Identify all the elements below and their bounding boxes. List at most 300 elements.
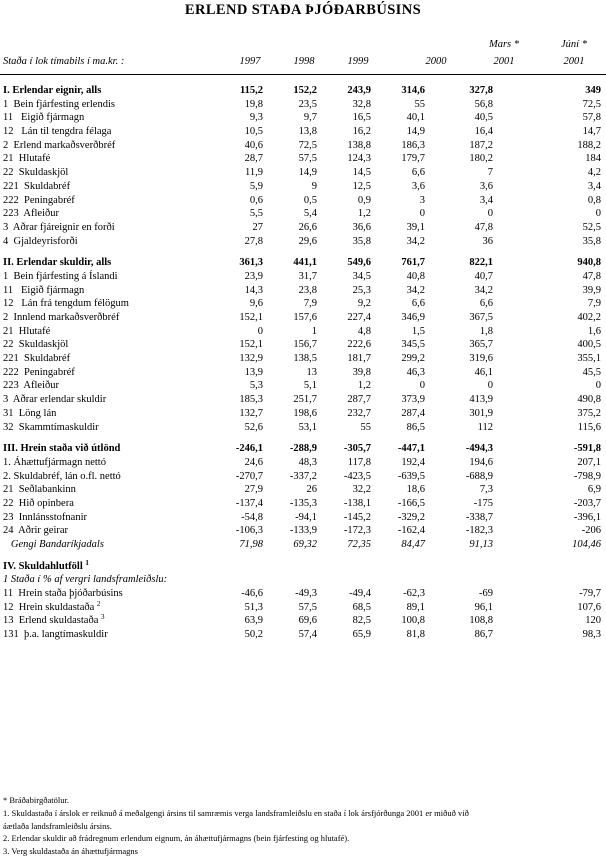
row-label <box>3 297 129 311</box>
value-cell: 761,7 <box>401 257 425 269</box>
value-cell: 132,9 <box>239 353 263 365</box>
value-cell: 36,6 <box>352 221 371 233</box>
value-cell: -246,1 <box>235 443 263 455</box>
row-spacer <box>0 434 606 442</box>
col5-header-top: Mars * <box>488 39 520 50</box>
value-cell: -688,9 <box>465 470 493 482</box>
row-label-text: 32 Skammtímaskuldir <box>3 421 99 433</box>
value-cell: 314,6 <box>401 85 425 96</box>
value-cell: 184 <box>585 153 601 165</box>
value-cell: -338,7 <box>465 511 493 523</box>
value-cell: 96,1 <box>474 601 493 613</box>
row-label-text: 4 Gjaldeyrisforði <box>3 235 78 247</box>
row-spacer <box>0 248 606 256</box>
table-row <box>0 139 606 153</box>
value-cell: 100,8 <box>401 615 425 627</box>
row-label <box>3 407 56 421</box>
row-label <box>3 311 119 325</box>
value-cell: 18,6 <box>406 484 425 496</box>
value-cell: 35,8 <box>352 235 371 247</box>
value-cell: 63,9 <box>244 615 263 627</box>
row-label <box>3 614 104 628</box>
value-cell: 46,3 <box>406 366 425 378</box>
value-cell: -133,9 <box>289 525 317 537</box>
table-row <box>0 98 606 112</box>
value-cell: 71,98 <box>239 539 263 550</box>
value-cell: 25,3 <box>352 284 371 296</box>
value-cell: 822,1 <box>469 257 493 269</box>
row-label <box>3 284 84 298</box>
value-cell: -305,7 <box>343 443 371 455</box>
value-cell: 243,9 <box>347 85 371 96</box>
value-cell: 7,9 <box>587 298 601 310</box>
value-cell: 11,9 <box>245 167 263 179</box>
value-cell: 0,5 <box>303 194 317 206</box>
value-cell: 6,6 <box>479 298 493 310</box>
table-row <box>0 194 606 208</box>
table-row <box>0 407 606 421</box>
value-cell: 34,5 <box>352 270 371 282</box>
value-cell: 0 <box>595 380 601 392</box>
footnotes <box>3 794 603 858</box>
table-row <box>0 366 606 380</box>
row-label-text: 12 Lán frá tengdum félögum <box>3 298 129 310</box>
value-cell: 152,1 <box>239 312 263 323</box>
row-label <box>3 152 50 166</box>
value-cell: 287,7 <box>347 394 371 406</box>
value-cell: 19,8 <box>244 98 263 110</box>
row-label-text: 21 Hlutafé <box>3 325 51 337</box>
value-cell: 3,4 <box>479 194 493 206</box>
table-row <box>0 379 606 393</box>
row-label-text: IV. Skuldahlutföll <box>3 560 83 572</box>
row-label-text: 222 Peningabréf <box>3 194 75 206</box>
value-cell: 1 <box>311 325 317 337</box>
value-cell: 31,7 <box>298 270 317 282</box>
value-cell: 40,8 <box>406 270 425 282</box>
value-cell: 28,7 <box>244 153 263 165</box>
value-cell: 181,7 <box>347 353 371 365</box>
value-cell: 3 <box>419 194 425 206</box>
value-cell: 26 <box>306 484 317 496</box>
table-row <box>0 483 606 497</box>
value-cell: -49,4 <box>349 588 371 600</box>
row-label-text: 22 Skuldaskjöl <box>3 167 69 179</box>
value-cell: 327,8 <box>469 85 493 96</box>
value-cell: 91,13 <box>469 539 493 550</box>
value-cell: 40,6 <box>244 139 263 151</box>
row-label-text: 223 Afleiður <box>3 380 59 392</box>
value-cell: 81,8 <box>406 629 425 641</box>
row-label <box>3 166 68 180</box>
section-row <box>0 560 606 574</box>
value-cell: 23,9 <box>244 270 263 282</box>
value-cell: -329,2 <box>397 511 425 523</box>
row-label-text: 221 Skuldabréf <box>3 180 71 192</box>
value-cell: 4,2 <box>587 167 601 179</box>
value-cell: 56,8 <box>474 98 493 110</box>
value-cell: 5,4 <box>303 208 317 220</box>
value-cell: 9,2 <box>357 298 371 310</box>
value-cell: 441,1 <box>293 257 317 269</box>
value-cell: 52,6 <box>244 421 263 433</box>
row-label <box>3 352 70 366</box>
value-cell: 14,9 <box>298 167 317 179</box>
value-cell: 27,9 <box>244 484 263 496</box>
table-row <box>0 352 606 366</box>
value-cell: -46,6 <box>241 588 263 600</box>
row-label-text: 12 Lán til tengdra félaga <box>3 126 112 138</box>
row-label <box>3 421 99 435</box>
table-row <box>0 297 606 311</box>
value-cell: 39,1 <box>406 221 425 233</box>
value-cell: 108,8 <box>469 615 493 627</box>
value-cell: 13,8 <box>298 126 317 138</box>
value-cell: 367,5 <box>469 312 493 323</box>
value-cell: 490,8 <box>577 394 601 406</box>
value-cell: 7,3 <box>479 484 493 496</box>
table-row <box>0 338 606 352</box>
row-label-text: 11 Eigið fjármagn <box>3 112 85 124</box>
value-cell: 138,8 <box>347 139 371 151</box>
table-row <box>0 207 606 221</box>
value-cell: 1,6 <box>587 325 601 337</box>
page-title: ERLEND STAÐA ÞJÓÐARBÚSINS <box>184 2 422 18</box>
value-cell: 180,2 <box>469 153 493 165</box>
value-cell: 1,2 <box>357 208 371 220</box>
value-cell: 23,8 <box>298 284 317 296</box>
value-cell: 48,3 <box>298 456 317 468</box>
value-cell: 120 <box>585 615 601 627</box>
value-cell: 6,9 <box>587 484 601 496</box>
value-cell: -145,2 <box>343 511 371 523</box>
row-label-text: 24 Aðrir geirar <box>3 525 69 537</box>
value-cell: 53,1 <box>298 421 317 433</box>
value-cell: 0 <box>419 208 425 220</box>
footnote-marker: 2 <box>96 599 101 608</box>
table-row <box>0 573 606 587</box>
value-cell: -270,7 <box>235 470 263 482</box>
value-cell: 9,3 <box>249 112 263 124</box>
value-cell: 57,5 <box>298 153 317 165</box>
table-row <box>0 270 606 284</box>
row-label <box>3 194 75 208</box>
value-cell: 0 <box>487 380 493 392</box>
row-label <box>3 393 106 407</box>
value-cell: 117,8 <box>347 456 371 468</box>
col6-header-top: Júní * <box>561 39 587 50</box>
value-cell: 1,5 <box>411 325 425 337</box>
value-cell: 107,6 <box>577 601 601 613</box>
table-row <box>0 221 606 235</box>
value-cell: 40,1 <box>406 112 425 124</box>
value-cell: 4,8 <box>357 325 371 337</box>
row-label <box>3 111 84 125</box>
table-row <box>0 166 606 180</box>
row-label-text: 1 Bein fjárfesting erlendis <box>3 98 115 110</box>
row-label-text: Gengi Bandaríkjadals <box>3 539 104 550</box>
value-cell: -162,4 <box>397 525 425 537</box>
value-cell: -106,3 <box>235 525 263 537</box>
year-header-1999: 1999 <box>347 56 369 67</box>
row-label <box>3 587 123 601</box>
value-cell: 115,6 <box>577 421 601 433</box>
value-cell: 355,1 <box>577 353 601 365</box>
value-cell: 6,6 <box>411 167 425 179</box>
value-cell: 5,3 <box>249 380 263 392</box>
value-cell: 365,7 <box>469 339 493 351</box>
row-label <box>3 84 101 98</box>
table-row <box>0 511 606 525</box>
value-cell: 14,9 <box>406 126 425 138</box>
value-cell: -203,7 <box>573 497 601 509</box>
value-cell: -423,5 <box>343 470 371 482</box>
value-cell: 40,5 <box>474 112 493 124</box>
value-cell: 138,5 <box>293 353 317 365</box>
value-cell: 0 <box>595 208 601 220</box>
value-cell: -288,9 <box>289 443 317 455</box>
row-label <box>3 538 104 552</box>
value-cell: 115,2 <box>239 85 263 96</box>
value-cell: 5,1 <box>303 380 317 392</box>
value-cell: 86,7 <box>474 629 493 641</box>
value-cell: -49,3 <box>295 588 317 600</box>
value-cell: 361,3 <box>239 257 263 269</box>
value-cell: 86,5 <box>406 421 425 433</box>
col6-header-bottom: 2001 <box>563 56 585 67</box>
value-cell: -138,1 <box>343 497 371 509</box>
value-cell: 55 <box>414 98 425 110</box>
value-cell: -639,5 <box>397 470 425 482</box>
value-cell: 373,9 <box>401 394 425 406</box>
value-cell: -591,8 <box>573 443 601 455</box>
table-row <box>0 180 606 194</box>
value-cell: 69,6 <box>298 615 317 627</box>
value-cell: 7,9 <box>303 298 317 310</box>
value-cell: 34,2 <box>406 284 425 296</box>
value-cell: 16,5 <box>352 112 371 124</box>
value-cell: 132,7 <box>239 407 263 419</box>
value-cell: 152,2 <box>293 85 317 96</box>
table-row <box>0 628 606 642</box>
value-cell: 36 <box>482 235 493 247</box>
row-label-text: 22 Skuldaskjöl <box>3 339 69 351</box>
row-label-text: 11 Eigið fjármagn <box>3 284 85 296</box>
value-cell: 52,5 <box>582 221 601 233</box>
row-label <box>3 180 70 194</box>
value-cell: -396,1 <box>573 511 601 523</box>
value-cell: 14,7 <box>582 126 601 138</box>
row-label-text: 1. Áhættufjármagn nettó <box>3 456 106 468</box>
row-label <box>3 207 59 221</box>
value-cell: 32,2 <box>352 484 371 496</box>
value-cell: 9,6 <box>249 298 263 310</box>
table-row <box>0 284 606 298</box>
row-label <box>3 456 106 470</box>
row-label <box>3 573 167 587</box>
value-cell: 0 <box>487 208 493 220</box>
row-label-header: Staða í lok tímabils í ma.kr. : <box>3 56 125 67</box>
section-row <box>0 256 606 270</box>
value-cell: 6,6 <box>411 298 425 310</box>
value-cell: -175 <box>473 497 493 509</box>
row-label-text: 12 Hrein skuldastaða <box>3 601 95 613</box>
value-cell: 5,9 <box>249 180 263 192</box>
row-label <box>3 442 120 456</box>
row-label <box>3 601 100 615</box>
value-cell: 47,8 <box>474 221 493 233</box>
value-cell: -337,2 <box>289 470 317 482</box>
footnote-marker: 1 <box>85 558 89 567</box>
value-cell: 55 <box>360 421 371 433</box>
value-cell: 157,6 <box>293 312 317 323</box>
table-row <box>0 614 606 628</box>
row-label <box>3 366 75 380</box>
row-label <box>3 221 115 235</box>
value-cell: 194,6 <box>469 456 493 468</box>
value-cell: 24,6 <box>244 456 263 468</box>
value-cell: 192,4 <box>401 456 425 468</box>
table-row <box>0 456 606 470</box>
row-label <box>3 524 68 538</box>
value-cell: 198,6 <box>293 407 317 419</box>
row-label <box>3 379 59 393</box>
value-cell: 57,8 <box>582 112 601 124</box>
value-cell: 301,9 <box>469 407 493 419</box>
value-cell: 251,7 <box>293 394 317 406</box>
row-label <box>3 470 121 484</box>
row-label <box>3 256 111 270</box>
value-cell: 84,47 <box>401 539 425 550</box>
value-cell: 112 <box>477 421 493 433</box>
value-cell: 68,5 <box>352 601 371 613</box>
value-cell: 65,9 <box>352 629 371 641</box>
value-cell: 82,5 <box>352 615 371 627</box>
value-cell: 299,2 <box>401 353 425 365</box>
value-cell: 187,2 <box>469 139 493 151</box>
value-cell: 5,5 <box>249 208 263 220</box>
value-cell: 57,5 <box>298 601 317 613</box>
footnote-2: 2. Erlendar skuldir að frádregnum erlendum eignum, án áhættufjármagns (bein fjárfesting og hlutafé). <box>3 833 350 844</box>
value-cell: 207,1 <box>577 456 601 468</box>
value-cell: 27 <box>252 221 263 233</box>
value-cell: -94,1 <box>295 511 317 523</box>
value-cell: -54,8 <box>241 511 263 523</box>
value-cell: 1,2 <box>357 380 371 392</box>
row-label <box>3 497 74 511</box>
value-cell: 179,7 <box>401 153 425 165</box>
table-row <box>0 470 606 484</box>
row-label-text: 131 þ.a. langtímaskuldir <box>3 629 108 641</box>
value-cell: 57,4 <box>298 629 317 641</box>
row-label <box>3 125 111 139</box>
table-row <box>0 393 606 407</box>
value-cell: 549,6 <box>347 257 371 269</box>
value-cell: -135,3 <box>289 497 317 509</box>
header-rule <box>0 74 606 75</box>
row-label-text: 2 Innlend markaðsverðbréf <box>3 312 120 323</box>
footnote-1: 1. Skuldastaða í árslok er reiknuð á meðalgengi ársins til samræmis verga landsframleiðslu en staða í lok ársfjórðunga 2001 er miðuð við <box>3 807 469 818</box>
value-cell: 12,5 <box>352 180 371 192</box>
value-cell: 45,5 <box>582 366 601 378</box>
value-cell: 186,3 <box>401 139 425 151</box>
value-cell: 3,6 <box>479 180 493 192</box>
row-label-text: I. Erlendar eignir, alls <box>3 85 102 96</box>
value-cell: 50,2 <box>244 629 263 641</box>
value-cell: 3,4 <box>587 180 601 192</box>
row-label-text: 2. Skuldabréf, lán o.fl. nettó <box>3 470 121 482</box>
row-label-text: 23 Innlánsstofnanir <box>3 511 87 523</box>
value-cell: 188,2 <box>577 139 601 151</box>
value-cell: -206 <box>581 525 601 537</box>
row-label <box>3 98 115 112</box>
row-label-text: III. Hrein staða við útlönd <box>3 443 121 455</box>
row-label <box>3 270 118 284</box>
value-cell: 32,8 <box>352 98 371 110</box>
table-row <box>0 311 606 325</box>
row-label-text: 221 Skuldabréf <box>3 353 71 365</box>
row-label-text: 3 Aðrar erlendar skuldir <box>3 394 107 406</box>
value-cell: 0 <box>257 325 263 337</box>
value-cell: 89,1 <box>406 601 425 613</box>
value-cell: 413,9 <box>469 394 493 406</box>
value-cell: 29,6 <box>298 235 317 247</box>
section-row <box>0 442 606 456</box>
value-cell: 345,5 <box>401 339 425 351</box>
row-label-text: 21 Hlutafé <box>3 153 51 165</box>
table-row <box>0 601 606 615</box>
table-row <box>0 538 606 552</box>
value-cell: 98,3 <box>582 629 601 641</box>
row-label-text: 223 Afleiður <box>3 208 59 220</box>
value-cell: 40,7 <box>474 270 493 282</box>
table-row <box>0 235 606 249</box>
table-row <box>0 125 606 139</box>
year-header-1998: 1998 <box>293 56 315 67</box>
col5-header-bottom: 2001 <box>493 56 515 67</box>
row-label <box>3 338 68 352</box>
row-spacer <box>0 552 606 560</box>
value-cell: 51,3 <box>244 601 263 613</box>
value-cell: 400,5 <box>577 339 601 351</box>
row-label-text: 13 Erlend skuldastaða <box>3 615 99 627</box>
value-cell: 34,2 <box>474 284 493 296</box>
value-cell: 287,4 <box>401 407 425 419</box>
section-row <box>0 84 606 98</box>
value-cell: -62,3 <box>403 588 425 600</box>
value-cell: 0,8 <box>587 194 601 206</box>
value-cell: 185,3 <box>239 394 263 406</box>
value-cell: -798,9 <box>573 470 601 482</box>
row-label-text: 222 Peningabréf <box>3 366 75 378</box>
table-row <box>0 497 606 511</box>
row-label-text: 22 Hið opinbera <box>3 497 74 509</box>
table-row <box>0 587 606 601</box>
value-cell: 222,6 <box>347 339 371 351</box>
value-cell: -172,3 <box>343 525 371 537</box>
value-cell: 3,6 <box>411 180 425 192</box>
year-header-2000: 2000 <box>425 56 447 67</box>
value-cell: 35,8 <box>582 235 601 247</box>
table-row <box>0 524 606 538</box>
value-cell: 0,6 <box>249 194 263 206</box>
table-row <box>0 421 606 435</box>
value-cell: 39,9 <box>582 284 601 296</box>
value-cell: 14,5 <box>352 167 371 179</box>
row-label <box>3 139 115 153</box>
value-cell: -494,3 <box>465 443 493 455</box>
value-cell: 46,1 <box>474 366 493 378</box>
